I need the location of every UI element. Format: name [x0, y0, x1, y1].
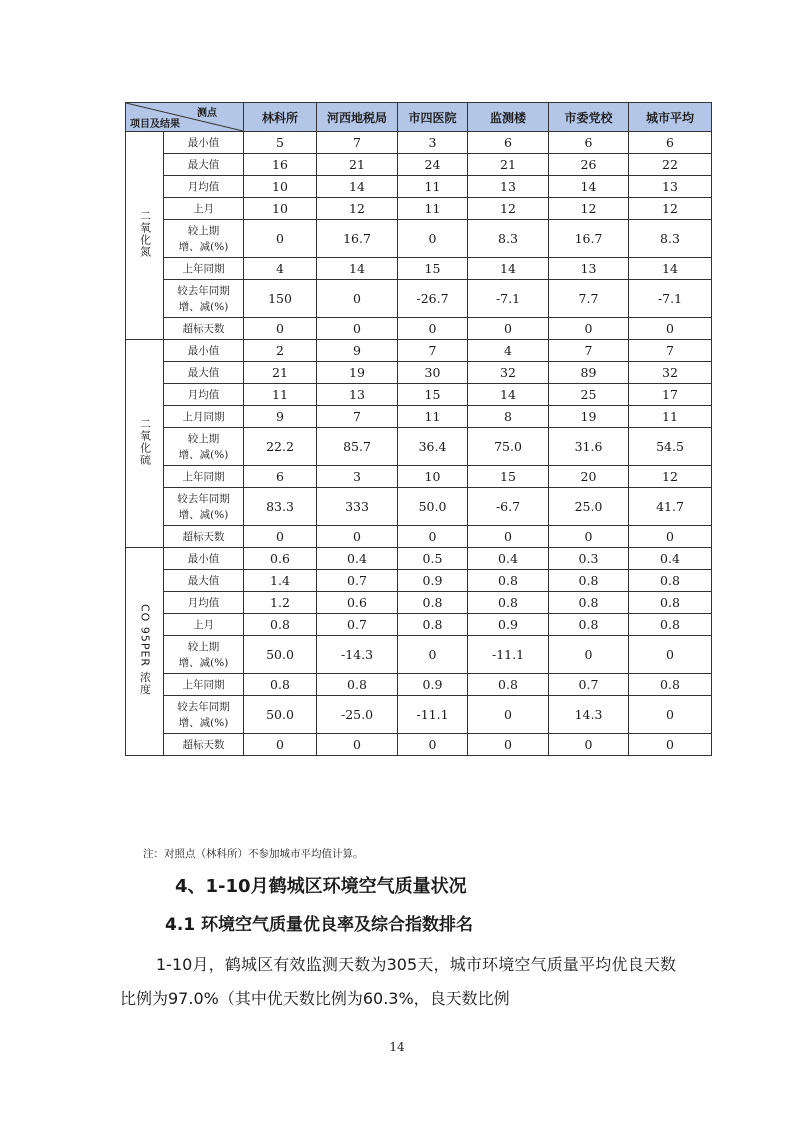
row-label [164, 198, 244, 220]
value-cell: 0 [629, 636, 712, 674]
value-cell: 0 [629, 526, 712, 548]
value-cell: 0.9 [398, 674, 468, 696]
value-cell: -14.3 [317, 636, 398, 674]
value-cell: 0 [244, 526, 317, 548]
value-cell: 2 [244, 340, 317, 362]
value-cell: 12 [468, 198, 549, 220]
value-cell: 7 [317, 132, 398, 154]
row-label-line: 增、减(%) [178, 508, 229, 521]
value-cell: 14 [317, 258, 398, 280]
value-cell: 0 [317, 734, 398, 756]
value-cell: 14.3 [549, 696, 629, 734]
value-cell: 21 [468, 154, 549, 176]
value-cell: 4 [244, 258, 317, 280]
value-cell: 0.8 [629, 592, 712, 614]
table-row [126, 526, 712, 548]
row-label [164, 734, 244, 756]
value-cell: 26 [549, 154, 629, 176]
value-cell: 8.3 [468, 220, 549, 258]
row-label-line: 增、减(%) [178, 656, 229, 669]
row-label [164, 526, 244, 548]
value-cell: -26.7 [398, 280, 468, 318]
row-label [164, 636, 244, 674]
value-cell: 7 [629, 340, 712, 362]
row-label-line: 较去年同期 [177, 700, 230, 713]
table-row [126, 734, 712, 756]
row-label-line: 较上期 [187, 224, 220, 237]
value-cell: 7 [398, 340, 468, 362]
row-label-line: 月均值 [187, 388, 220, 401]
value-cell: 83.3 [244, 488, 317, 526]
row-label [164, 176, 244, 198]
row-label-line: 超标天数 [182, 530, 225, 543]
table-body [126, 132, 712, 756]
row-label [164, 488, 244, 526]
value-cell: 1.4 [244, 570, 317, 592]
corner-bottom-label: 项目及结果 [130, 119, 180, 130]
row-label-line: 最小值 [187, 136, 220, 149]
row-label [164, 280, 244, 318]
row-label-line: 月均值 [187, 596, 220, 609]
value-cell: -6.7 [468, 488, 549, 526]
value-cell: 14 [629, 258, 712, 280]
value-cell: 0 [468, 526, 549, 548]
table-row [126, 384, 712, 406]
value-cell: 0.8 [317, 674, 398, 696]
value-cell: 13 [468, 176, 549, 198]
value-cell: 0.8 [549, 592, 629, 614]
value-cell: 31.6 [549, 428, 629, 466]
table-header-row [126, 103, 712, 132]
value-cell: -11.1 [398, 696, 468, 734]
value-cell: 11 [398, 406, 468, 428]
value-cell: 7.7 [549, 280, 629, 318]
value-cell: 0.8 [549, 570, 629, 592]
row-label-line: 上年同期 [182, 470, 225, 483]
row-label [164, 132, 244, 154]
value-cell: 22 [629, 154, 712, 176]
value-cell: 0.7 [317, 570, 398, 592]
value-cell: -7.1 [468, 280, 549, 318]
value-cell: 6 [244, 466, 317, 488]
value-cell: 0.8 [629, 614, 712, 636]
column-header: 监测楼 [468, 103, 549, 132]
value-cell: 0 [317, 318, 398, 340]
body-paragraph: 1-10月，鹤城区有效监测天数为305天，城市环境空气质量平均优良天数比例为97.0%（其中优天数比例为60.3%，良天数比例 [120, 955, 676, 1008]
value-cell: 19 [549, 406, 629, 428]
value-cell: 0 [549, 526, 629, 548]
table-row [126, 674, 712, 696]
value-cell: 10 [244, 176, 317, 198]
value-cell: 0.9 [468, 614, 549, 636]
value-cell: 0 [398, 526, 468, 548]
value-cell: 0 [398, 636, 468, 674]
value-cell: 15 [468, 466, 549, 488]
section-heading: 4、1-10月鹤城区环境空气质量状况 [175, 876, 467, 897]
value-cell: 0 [244, 318, 317, 340]
row-label [164, 592, 244, 614]
row-label-line: 较上期 [187, 640, 220, 653]
value-cell: 0 [398, 318, 468, 340]
value-cell: 11 [398, 198, 468, 220]
value-cell: 12 [549, 198, 629, 220]
value-cell: 10 [244, 198, 317, 220]
pollutant-group-cell [126, 548, 164, 756]
table-row [126, 548, 712, 570]
value-cell: 89 [549, 362, 629, 384]
value-cell: -25.0 [317, 696, 398, 734]
row-label-line: 月均值 [187, 180, 220, 193]
value-cell: 13 [629, 176, 712, 198]
row-label-line: 较去年同期 [177, 284, 230, 297]
value-cell: 25 [549, 384, 629, 406]
value-cell: 12 [629, 198, 712, 220]
row-label-line: 增、减(%) [178, 300, 229, 313]
column-header: 城市平均 [629, 103, 712, 132]
table-row [126, 466, 712, 488]
value-cell: 12 [629, 466, 712, 488]
value-cell: 6 [468, 132, 549, 154]
value-cell: 32 [629, 362, 712, 384]
row-label-line: 上月 [193, 202, 214, 215]
row-label [164, 258, 244, 280]
row-label-line: 上年同期 [182, 262, 225, 275]
value-cell: 11 [398, 176, 468, 198]
value-cell: 54.5 [629, 428, 712, 466]
row-label [164, 318, 244, 340]
row-label-line: 增、减(%) [178, 716, 229, 729]
value-cell: 16.7 [549, 220, 629, 258]
row-label-line: 超标天数 [182, 738, 225, 751]
value-cell: 0.8 [398, 614, 468, 636]
row-label [164, 614, 244, 636]
table-row [126, 176, 712, 198]
value-cell: 0 [244, 734, 317, 756]
value-cell: 15 [398, 384, 468, 406]
row-label [164, 428, 244, 466]
value-cell: 0.8 [244, 674, 317, 696]
value-cell: 0.7 [317, 614, 398, 636]
table-note: 注：对照点（林科所）不参加城市平均值计算。 [143, 848, 364, 860]
value-cell: 19 [317, 362, 398, 384]
column-header: 市委党校 [549, 103, 629, 132]
value-cell: 0 [629, 696, 712, 734]
table-row [126, 154, 712, 176]
table-row [126, 428, 712, 466]
value-cell: 11 [629, 406, 712, 428]
value-cell: 6 [549, 132, 629, 154]
value-cell: 0.4 [317, 548, 398, 570]
value-cell: 0.7 [549, 674, 629, 696]
value-cell: -7.1 [629, 280, 712, 318]
value-cell: 150 [244, 280, 317, 318]
table-row [126, 318, 712, 340]
value-cell: 3 [398, 132, 468, 154]
value-cell: 75.0 [468, 428, 549, 466]
row-label-line: 最大值 [187, 366, 220, 379]
value-cell: 50.0 [244, 636, 317, 674]
table-row [126, 592, 712, 614]
value-cell: 0.8 [468, 674, 549, 696]
value-cell: 0.8 [244, 614, 317, 636]
table-row [126, 614, 712, 636]
value-cell: 0.8 [629, 570, 712, 592]
value-cell: 30 [398, 362, 468, 384]
diagonal-corner-cell [126, 103, 244, 132]
value-cell: 0.8 [398, 592, 468, 614]
value-cell: 0 [549, 636, 629, 674]
value-cell: -11.1 [468, 636, 549, 674]
row-label-line: 较去年同期 [177, 492, 230, 505]
value-cell: 0 [468, 318, 549, 340]
value-cell: 8 [468, 406, 549, 428]
row-label [164, 466, 244, 488]
value-cell: 16.7 [317, 220, 398, 258]
page-number: 14 [389, 1040, 405, 1054]
value-cell: 0 [468, 696, 549, 734]
row-label [164, 384, 244, 406]
value-cell: 16 [244, 154, 317, 176]
value-cell: 14 [549, 176, 629, 198]
value-cell: 5 [244, 132, 317, 154]
row-label [164, 220, 244, 258]
value-cell: 6 [629, 132, 712, 154]
pollutant-group-cell [126, 340, 164, 548]
value-cell: 0 [244, 220, 317, 258]
value-cell: 85.7 [317, 428, 398, 466]
subsection-heading: 4.1 环境空气质量优良率及综合指数排名 [165, 915, 474, 935]
column-header: 河西地税局 [317, 103, 398, 132]
value-cell: 21 [244, 362, 317, 384]
value-cell: 7 [549, 340, 629, 362]
value-cell: 0 [317, 280, 398, 318]
row-label-line: 最大值 [187, 574, 220, 587]
pollutant-group-cell [126, 132, 164, 340]
value-cell: 0.8 [468, 570, 549, 592]
corner-top-label: 测点 [197, 108, 217, 119]
value-cell: 14 [468, 384, 549, 406]
value-cell: 50.0 [398, 488, 468, 526]
value-cell: 9 [244, 406, 317, 428]
value-cell: 13 [549, 258, 629, 280]
value-cell: 12 [317, 198, 398, 220]
column-header: 市四医院 [398, 103, 468, 132]
value-cell: 7 [317, 406, 398, 428]
row-label-line: 较上期 [187, 432, 220, 445]
value-cell: 333 [317, 488, 398, 526]
table-row [126, 258, 712, 280]
column-header: 林科所 [244, 103, 317, 132]
value-cell: 0.8 [468, 592, 549, 614]
row-label-line: 上年同期 [182, 678, 225, 691]
table-row [126, 280, 712, 318]
value-cell: 0 [629, 318, 712, 340]
air-quality-table [125, 102, 712, 756]
row-label-line: 最大值 [187, 158, 220, 171]
pollutant-name: CO 95PER 浓度 [138, 604, 152, 696]
value-cell: 1.2 [244, 592, 317, 614]
value-cell: 36.4 [398, 428, 468, 466]
value-cell: 0 [549, 318, 629, 340]
row-label-line: 增、减(%) [178, 240, 229, 253]
value-cell: 17 [629, 384, 712, 406]
row-label-line: 最小值 [187, 344, 220, 357]
value-cell: 0 [398, 734, 468, 756]
value-cell: 11 [244, 384, 317, 406]
value-cell: 0 [549, 734, 629, 756]
table-row [126, 362, 712, 384]
pollutant-name: 二氧化氮 [138, 210, 152, 258]
value-cell: 0.3 [549, 548, 629, 570]
value-cell: 9 [317, 340, 398, 362]
table-row [126, 340, 712, 362]
value-cell: 0 [317, 526, 398, 548]
value-cell: 0.5 [398, 548, 468, 570]
row-label [164, 570, 244, 592]
value-cell: 25.0 [549, 488, 629, 526]
value-cell: 14 [468, 258, 549, 280]
value-cell: 15 [398, 258, 468, 280]
table-row [126, 488, 712, 526]
value-cell: 32 [468, 362, 549, 384]
value-cell: 0.9 [398, 570, 468, 592]
value-cell: 41.7 [629, 488, 712, 526]
row-label [164, 340, 244, 362]
value-cell: 0.4 [468, 548, 549, 570]
row-label-line: 上月同期 [182, 410, 225, 423]
value-cell: 13 [317, 384, 398, 406]
value-cell: 20 [549, 466, 629, 488]
table-row [126, 406, 712, 428]
row-label [164, 674, 244, 696]
value-cell: 0 [468, 734, 549, 756]
value-cell: 14 [317, 176, 398, 198]
row-label-line: 最小值 [187, 552, 220, 565]
table-row [126, 696, 712, 734]
row-label [164, 362, 244, 384]
value-cell: 10 [398, 466, 468, 488]
value-cell: 21 [317, 154, 398, 176]
value-cell: 3 [317, 466, 398, 488]
value-cell: 22.2 [244, 428, 317, 466]
table-row [126, 636, 712, 674]
row-label [164, 696, 244, 734]
value-cell: 0.8 [629, 674, 712, 696]
row-label [164, 548, 244, 570]
row-label [164, 406, 244, 428]
table-row [126, 220, 712, 258]
value-cell: 0 [398, 220, 468, 258]
row-label-line: 增、减(%) [178, 448, 229, 461]
table-row [126, 570, 712, 592]
value-cell: 0.6 [317, 592, 398, 614]
table-row [126, 198, 712, 220]
table-row [126, 132, 712, 154]
value-cell: 0.6 [244, 548, 317, 570]
value-cell: 24 [398, 154, 468, 176]
value-cell: 0.8 [549, 614, 629, 636]
value-cell: 0 [629, 734, 712, 756]
pollutant-name: 二氧化硫 [138, 418, 152, 466]
value-cell: 50.0 [244, 696, 317, 734]
value-cell: 8.3 [629, 220, 712, 258]
row-label-line: 超标天数 [182, 322, 225, 335]
row-label-line: 上月 [193, 618, 214, 631]
row-label [164, 154, 244, 176]
value-cell: 0.4 [629, 548, 712, 570]
value-cell: 4 [468, 340, 549, 362]
